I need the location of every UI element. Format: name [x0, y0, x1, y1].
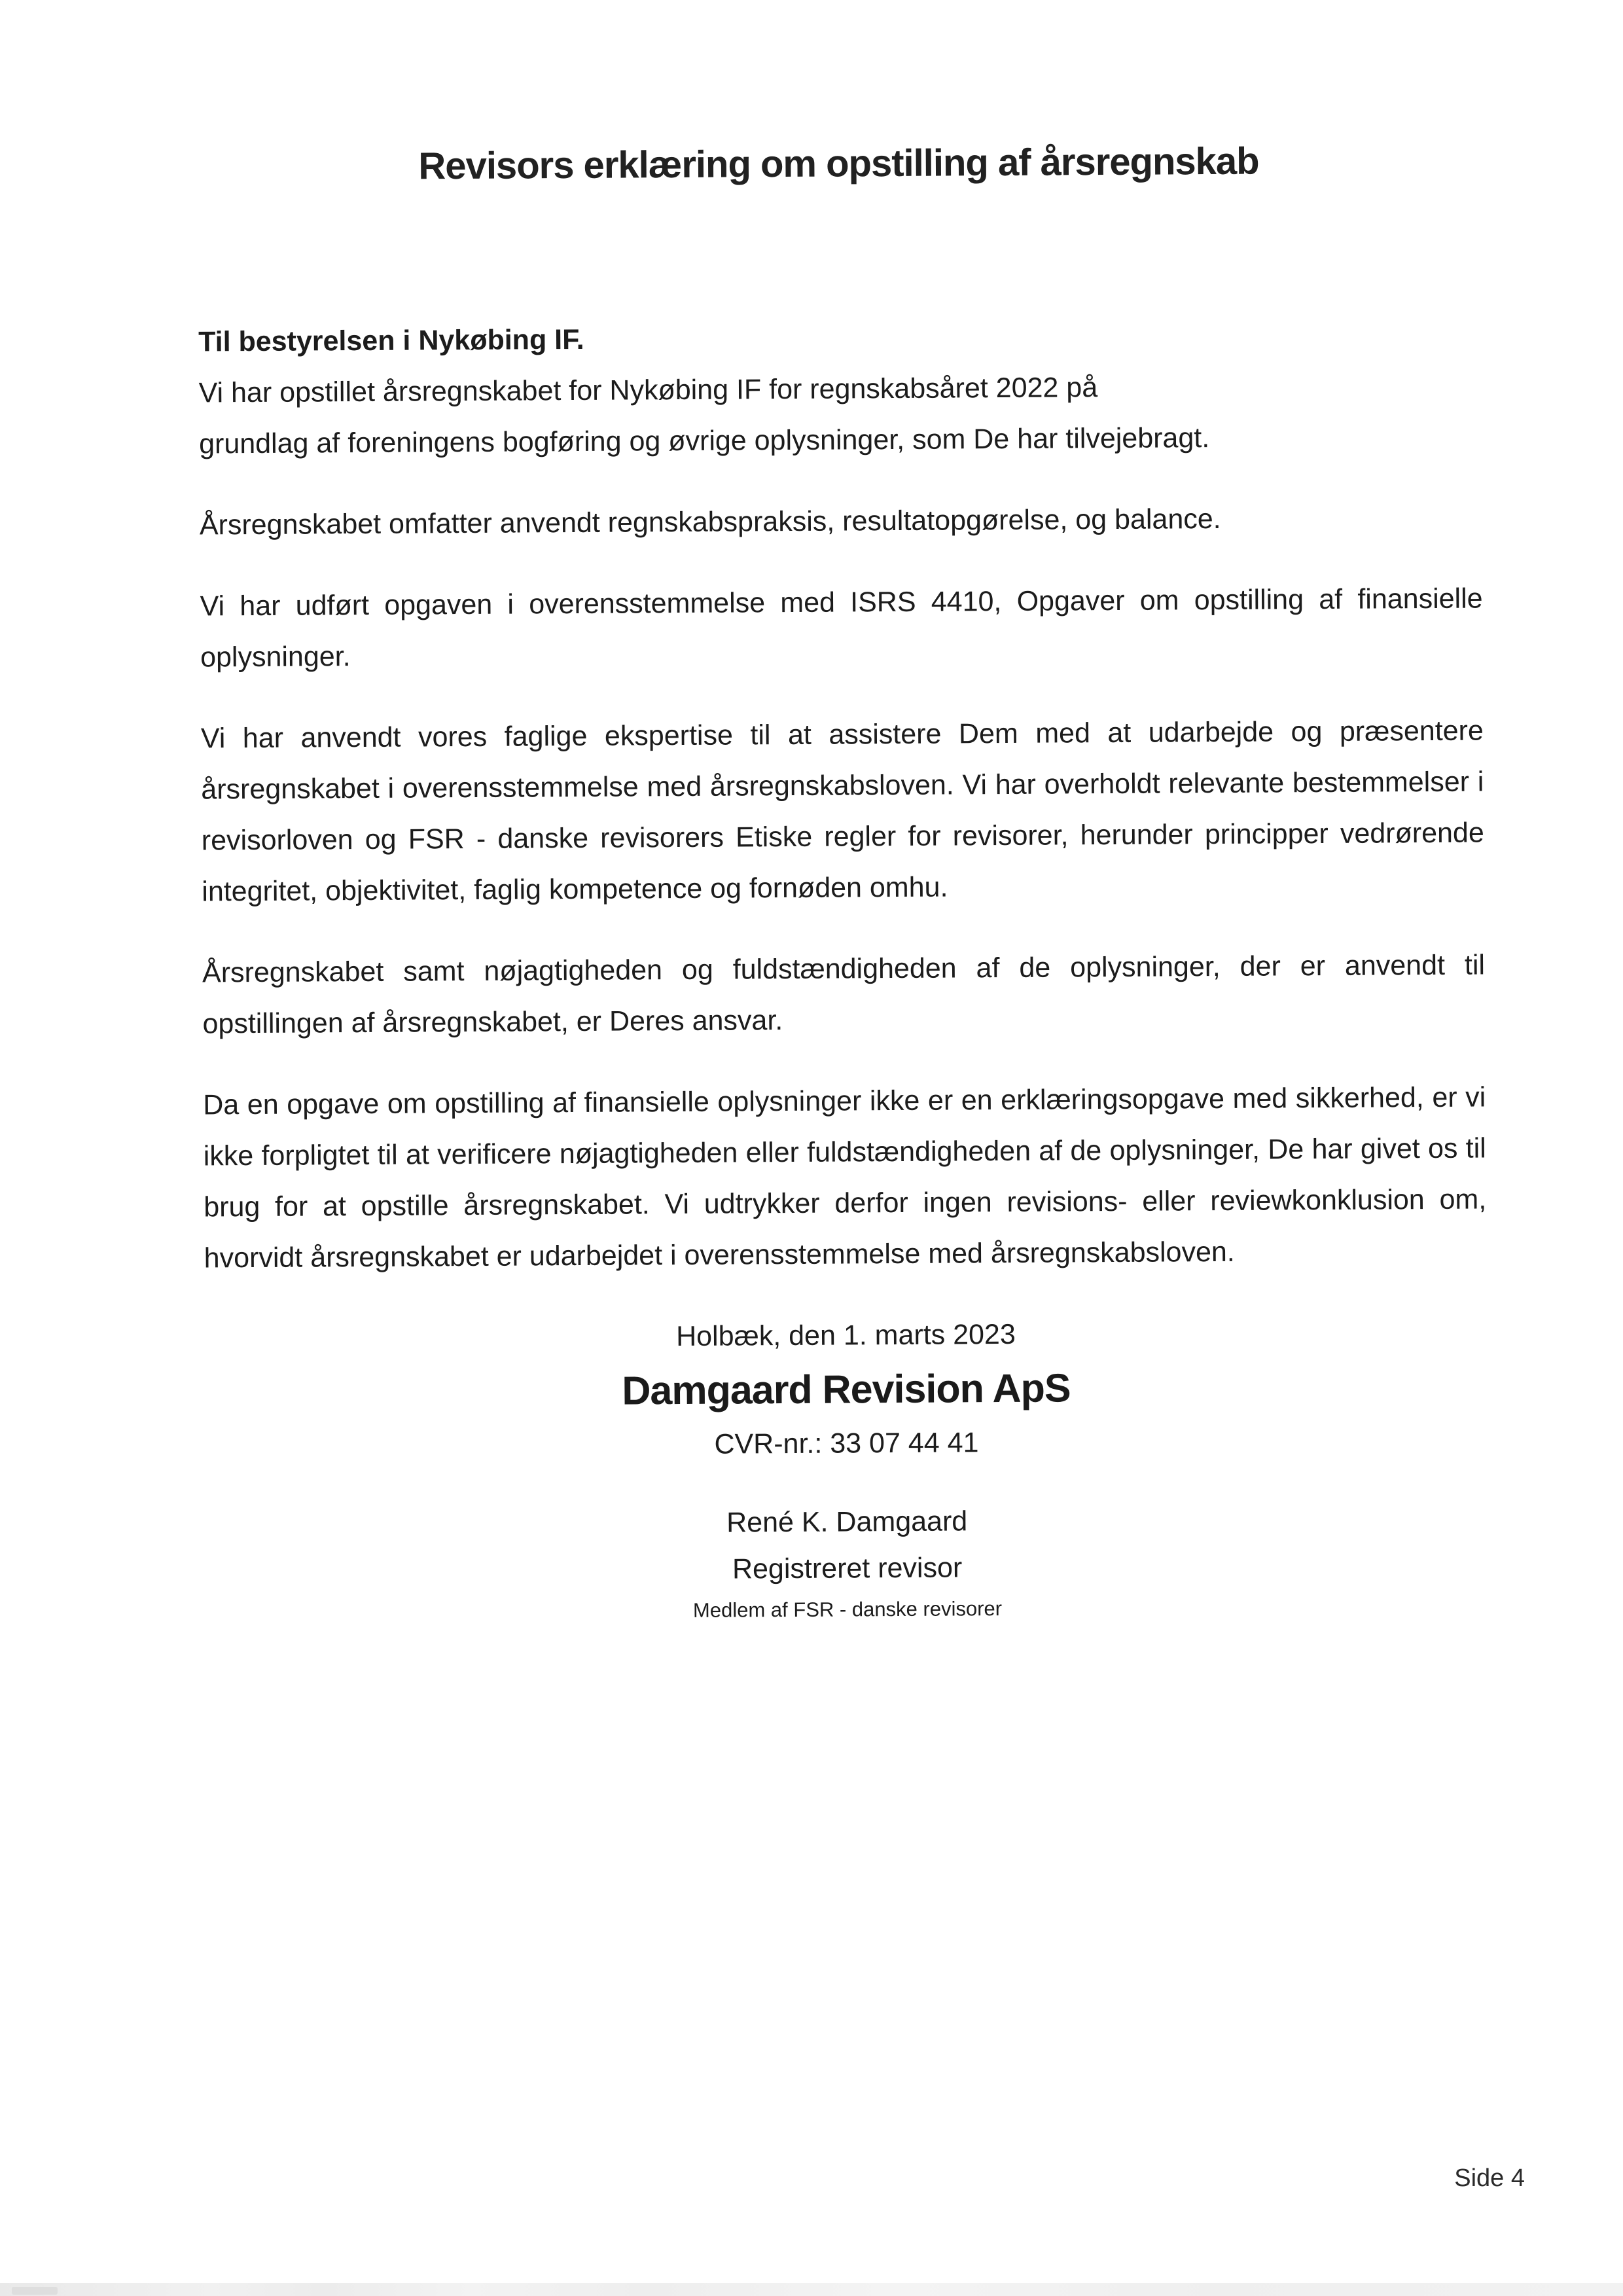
page-title: Revisors erklæring om opstilling af årsregnskab: [418, 139, 1259, 188]
signer-role: Registreret revisor: [732, 1552, 963, 1585]
paragraph-responsibility: Årsregnskabet samt nøjagtigheden og fuldstændigheden af de oplysninger, der er anvendt til opstillingen af årsregnskabet, er Deres ansvar.: [202, 949, 1486, 1040]
signature-cvr-number: CVR-nr.: 33 07 44 41: [714, 1427, 979, 1460]
paragraph-scope: Årsregnskabet omfatter anvendt regnskabspraksis, resultatopgørelse, og balance.: [199, 503, 1221, 541]
signer-membership: Medlem af FSR - danske revisorer: [692, 1597, 1003, 1622]
salutation-heading: Til bestyrelsen i Nykøbing IF.: [198, 323, 584, 358]
signature-block: [204, 1306, 1488, 1473]
signature-place-date: Holbæk, den 1. marts 2023: [675, 1318, 1016, 1353]
paragraph-no-assurance: Da en opgave om opstilling af finansielle oplysninger ikke er en erklæringsopgave med sikkerhed, er vi ikke forpligtet til at verificere nøjagtigheden eller fuldstændigheden af de oplysninger, De har givet os til brug for at opstille årsregnskabet. Vi udtrykker derfor ingen revisions- eller reviewkonklusion om, hvorvidt årsregnskabet er udarbejdet i overensstemmelse med årsregnskabsloven.: [203, 1081, 1487, 1274]
scan-edge-artifact: [0, 2283, 1623, 2296]
signer-name: René K. Damgaard: [726, 1505, 968, 1539]
page-number: Side 4: [1454, 2164, 1525, 2192]
paragraph-isrs: Vi har udført opgaven i overensstemmelse med ISRS 4410, Opgaver om opstilling af finansielle oplysninger.: [200, 583, 1483, 673]
signer-block: [205, 1494, 1489, 1632]
salutation-line: grundlag af foreningens bogføring og øvrige oplysninger, som De har tilvejebragt.: [198, 422, 1210, 460]
salutation-line: Vi har opstillet årsregnskabet for Nykøbing IF for regnskabsåret 2022 på: [198, 372, 1098, 409]
signature-company-name: Damgaard Revision ApS: [622, 1365, 1071, 1413]
salutation-block: [198, 309, 1482, 470]
paragraph-expertise: Vi har anvendt vores faglige ekspertise til at assistere Dem med at udarbejde og præsentere årsregnskabet i overensstemmelse med årsregnskabsloven. Vi har overholdt relevante bestemmelser i revisorloven og FSR - danske revisorers Etiske regler for revisorer, herunder principper vedrørende integritet, objektivitet, faglig kompetence og fornøden omhu.: [200, 715, 1484, 908]
scan-smudge-artifact: [12, 2287, 58, 2295]
